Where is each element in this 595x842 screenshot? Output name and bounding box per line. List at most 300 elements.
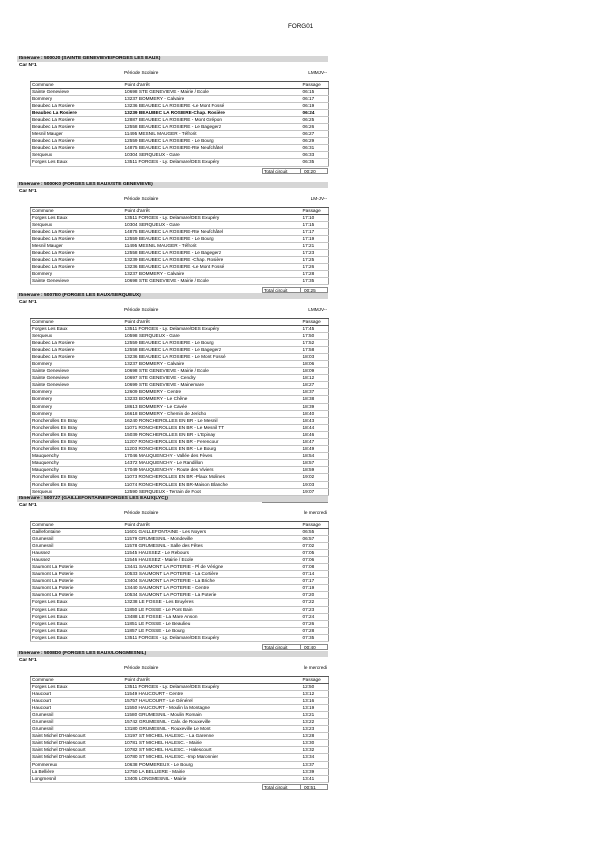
commune-cell: Bommery — [31, 403, 124, 410]
passage-time-cell: 18:59 — [300, 467, 329, 474]
stop-cell: 12559 BEAUBEC LA ROSIERE - Le Bourg — [124, 339, 300, 346]
passage-time-cell: 07:08 — [300, 563, 329, 570]
stop-cell: 10304 SERQUEUX - Gare — [124, 152, 300, 159]
commune-cell: Haussez — [31, 549, 124, 556]
total-circuit-label: Total circuit — [264, 785, 288, 791]
stop-row — [31, 528, 329, 535]
stop-cell: 11545 HAUSSEZ - Le Rebours — [124, 549, 300, 556]
table-body — [31, 528, 329, 642]
stop-cell: 11495 MESNIL MAUGER - Téfrorit — [124, 242, 300, 249]
passage-time-cell: 17:26 — [300, 264, 329, 271]
stop-row — [31, 145, 329, 152]
commune-cell: Saumont La Poterie — [31, 592, 124, 599]
stop-row — [31, 332, 329, 339]
stop-cell: 11071 RONCHEROLLES EN BR - Le Mesnil TT — [124, 424, 300, 431]
stop-cell: 16240 RONCHEROLLES EN BR - Le Mesnil — [124, 417, 300, 424]
stop-cell: 11578 GRUMESNIL - Salle des Fêtes — [124, 542, 300, 549]
stop-cell: 13233 BOMMERY - Le Chêne — [124, 396, 300, 403]
stop-cell: 13197 ST MICHEL HALESC. - La Garenne — [124, 733, 300, 740]
commune-cell: Sainte Genevieve — [31, 88, 124, 95]
itinerary-title: Itinéraire : 5007E0 (FORGES LES EAUX/SERQUEUX) — [17, 293, 328, 299]
commune-cell: Forges Les Eaux — [31, 599, 124, 606]
stop-cell: 10698 STE GENEVIEVE - Mairie / Ecole — [124, 278, 300, 285]
stop-row — [31, 474, 329, 481]
passage-time-cell: 06:24 — [300, 109, 329, 116]
stop-cell: 10638 POMMEREUX - Le Bourg — [124, 761, 300, 768]
stops-table — [30, 207, 329, 285]
stop-row — [31, 535, 329, 542]
commune-cell: Beaubec La Rosiere — [31, 145, 124, 152]
passage-time-cell: 12:50 — [300, 683, 329, 690]
itinerary-section — [17, 56, 328, 174]
passage-time-cell: 07:26 — [300, 620, 329, 627]
passage-time-cell: 17:50 — [300, 332, 329, 339]
itinerary-section — [17, 293, 328, 503]
stop-cell: 10598 SERQUEUX - Gare — [124, 332, 300, 339]
stop-row — [31, 446, 329, 453]
period-label: Période Scolaire — [124, 510, 159, 515]
passage-time-cell: 18:39 — [300, 403, 329, 410]
vehicle-label: Car N°1 — [19, 658, 37, 663]
total-circuit-label: Total circuit — [264, 169, 288, 175]
stop-row — [31, 131, 329, 138]
stop-cell: 12559 BEAUBEC LA ROSIERE - Le Bourg — [124, 138, 300, 145]
commune-cell: Roncherolles En Bray — [31, 481, 124, 488]
stop-cell: 13511 FORGES - Ly. Delamare/DES Exupéry — [124, 325, 300, 332]
stops-table — [30, 521, 329, 642]
stop-cell: 11851 LE FOSSE - Le Beaulieu — [124, 620, 300, 627]
stop-row — [31, 116, 329, 123]
itinerary-title: Itinéraire : 5000J0 (SAINTE GENEVIEVE/FORGES LES EAUX) — [17, 56, 328, 62]
column-header-passage: Passage — [300, 319, 329, 326]
stop-row — [31, 242, 329, 249]
commune-cell: Serqueux — [31, 221, 124, 228]
period-label: Période Scolaire — [124, 665, 159, 670]
stop-cell: 11203 RONCHEROLLES EN BR - Le Bourg — [124, 446, 300, 453]
commune-cell: Pommereux — [31, 761, 124, 768]
stop-cell: 12887 BEAUBEC LA ROSIERE - Mont Grépon — [124, 116, 300, 123]
stop-row — [31, 368, 329, 375]
stops-table — [30, 676, 329, 783]
passage-time-cell: 17:52 — [300, 339, 329, 346]
passage-time-cell: 17:23 — [300, 249, 329, 256]
stop-row — [31, 697, 329, 704]
passage-time-cell: 18:49 — [300, 446, 329, 453]
stop-row — [31, 403, 329, 410]
stop-cell: 11850 LE FOSSE - Le Pont Bain — [124, 606, 300, 613]
passage-time-cell: 17:45 — [300, 325, 329, 332]
stop-cell: 10534 SAUMONT LA POTERIE - La Poterie — [124, 592, 300, 599]
stop-cell: 13237 BOMMERY - Calvaire — [124, 271, 300, 278]
stop-row — [31, 542, 329, 549]
passage-time-cell: 18:46 — [300, 431, 329, 438]
passage-time-cell: 07:06 — [300, 556, 329, 563]
stop-row — [31, 410, 329, 417]
commune-cell: Forges Les Eaux — [31, 634, 124, 641]
column-header-stop: Point d'arrêt — [124, 319, 300, 326]
column-header-commune: Commune — [31, 677, 124, 684]
stop-row — [31, 109, 329, 116]
passage-time-cell: 07:35 — [300, 634, 329, 641]
stop-row — [31, 740, 329, 747]
table-body — [31, 214, 329, 285]
stop-row — [31, 571, 329, 578]
passage-time-cell: 17:28 — [300, 271, 329, 278]
stop-cell: 11495 MESNIL MAUGER - Téfrorit — [124, 131, 300, 138]
passage-time-cell: 07:17 — [300, 578, 329, 585]
stop-row — [31, 718, 329, 725]
stop-cell: 11580 GRUMESNIL - Moulin Romain — [124, 711, 300, 718]
commune-cell: Haucourt — [31, 697, 124, 704]
vehicle-label: Car N°1 — [19, 189, 37, 194]
table-body — [31, 325, 329, 495]
total-circuit-duration: 00:20 — [300, 169, 327, 173]
stop-row — [31, 353, 329, 360]
period-label: Période Scolaire — [124, 307, 159, 312]
commune-cell: Roncherolles En Bray — [31, 439, 124, 446]
stop-cell: 10533 SAUMONT LA POTERIE - La Cortière — [124, 571, 300, 578]
passage-time-cell: 06:31 — [300, 145, 329, 152]
commune-cell: Saumont La Poterie — [31, 578, 124, 585]
commune-cell: Beaubec La Rosiere — [31, 116, 124, 123]
passage-time-cell: 07:24 — [300, 613, 329, 620]
commune-cell: Grumesnil — [31, 535, 124, 542]
commune-cell: Beaubec La Rosiere — [31, 235, 124, 242]
column-header-commune: Commune — [31, 208, 124, 215]
stop-cell: 15039 RONCHEROLLES EN BR - L'Epinay — [124, 431, 300, 438]
stop-cell: 13238 LE FOSSE - Les Bruyères — [124, 599, 300, 606]
stop-cell: 13441 SAUMONT LA POTERIE - Pl de Vérigne — [124, 563, 300, 570]
passage-time-cell: 06:27 — [300, 131, 329, 138]
column-header-commune: Commune — [31, 319, 124, 326]
stop-cell: 11857 LE FOSSE - Le Bourg — [124, 627, 300, 634]
stop-row — [31, 733, 329, 740]
stop-cell: 11579 GRUMESNIL - Mondeville — [124, 535, 300, 542]
commune-cell: Bommery — [31, 389, 124, 396]
stop-cell: 13239 BEAUBEC LA ROSIERE -Chap. Rosière — [124, 257, 300, 264]
commune-cell: Saint Michel D'Halescourt — [31, 747, 124, 754]
stop-cell: 13440 SAUMONT LA POTERIE - Centre — [124, 585, 300, 592]
period-label: Période Scolaire — [124, 70, 159, 75]
passage-time-cell: 13:16 — [300, 697, 329, 704]
commune-cell: Longmesnil — [31, 775, 124, 782]
passage-time-cell: 13:37 — [300, 761, 329, 768]
itinerary-section — [17, 182, 328, 293]
commune-cell: Beaubec La Rosiere — [31, 123, 124, 130]
column-header-passage: Passage — [300, 522, 329, 529]
commune-cell: Beaubec La Rosiere — [31, 346, 124, 353]
stop-row — [31, 396, 329, 403]
stop-row — [31, 271, 329, 278]
itinerary-section — [17, 651, 328, 790]
commune-cell: Forges Les Eaux — [31, 683, 124, 690]
commune-cell: Bommery — [31, 95, 124, 102]
stop-row — [31, 704, 329, 711]
stop-cell: 10697 STE GENEVIEVE - Cendry — [124, 375, 300, 382]
stop-row — [31, 123, 329, 130]
operating-days: le mercredi — [303, 510, 327, 515]
passage-time-cell: 07:22 — [300, 599, 329, 606]
passage-time-cell: 18:40 — [300, 410, 329, 417]
period-row — [17, 307, 328, 313]
table-body — [31, 683, 329, 782]
commune-cell: Gaillefontaine — [31, 528, 124, 535]
total-circuit-label: Total circuit — [264, 644, 288, 650]
passage-time-cell: 06:15 — [300, 88, 329, 95]
commune-cell: Grumesnil — [31, 718, 124, 725]
total-circuit-duration: 00:51 — [300, 785, 327, 789]
commune-cell: Saumont La Poterie — [31, 585, 124, 592]
passage-time-cell: 19:02 — [300, 474, 329, 481]
stop-cell: 13237 BOMMERY - Calvaire — [124, 360, 300, 367]
commune-cell: Beaubec La Rosiere — [31, 353, 124, 360]
itinerary-title: Itinéraire : 5000K0 (FORGES LES EAUX/STE GENEVIEVE) — [17, 182, 328, 188]
stop-row — [31, 228, 329, 235]
passage-time-cell: 18:44 — [300, 424, 329, 431]
stop-row — [31, 325, 329, 332]
stop-row — [31, 467, 329, 474]
stop-row — [31, 431, 329, 438]
stop-cell: 13511 FORGES - Ly. Delamare/DES Exupéry — [124, 683, 300, 690]
stop-row — [31, 221, 329, 228]
passage-time-cell: 06:55 — [300, 528, 329, 535]
stop-row — [31, 549, 329, 556]
passage-time-cell: 17:15 — [300, 221, 329, 228]
commune-cell: Sainte Genevieve — [31, 375, 124, 382]
stop-cell: 12558 BEAUBEC LA ROSIERE - Le Bagegerz — [124, 249, 300, 256]
passage-time-cell: 13:12 — [300, 690, 329, 697]
commune-cell: Roncherolles En Bray — [31, 474, 124, 481]
stop-cell: 13488 LE FOSSE - La Mare Anson — [124, 613, 300, 620]
passage-time-cell: 19:07 — [300, 488, 329, 495]
stop-cell: 13237 BOMMERY - Calvaire — [124, 95, 300, 102]
stop-cell: 13404 SAUMONT LA POTERIE - La Briche — [124, 578, 300, 585]
stop-row — [31, 375, 329, 382]
passage-time-cell: 13:21 — [300, 711, 329, 718]
passage-time-cell: 17:58 — [300, 346, 329, 353]
stop-cell: 11073 RONCHEROLLES EN BR -Plaux Molines — [124, 474, 300, 481]
stop-row — [31, 278, 329, 285]
commune-cell: Bommery — [31, 360, 124, 367]
operating-days: LM-JV-- — [310, 196, 327, 201]
stop-row — [31, 599, 329, 606]
stop-row — [31, 95, 329, 102]
stop-row — [31, 249, 329, 256]
stop-cell: 15742 GRUMESNIL - Calv. de Rouxeville — [124, 718, 300, 725]
stop-cell: 13236 BEAUBEC LA ROSIERE -Le Mont Fossé — [124, 264, 300, 271]
passage-time-cell: 06:57 — [300, 535, 329, 542]
stop-row — [31, 339, 329, 346]
commune-cell: Beaubec La Rosiere — [31, 257, 124, 264]
commune-cell: Grumesnil — [31, 711, 124, 718]
commune-cell: Saint Michel D'Halescourt — [31, 733, 124, 740]
commune-cell: Mauquenchy — [31, 460, 124, 467]
passage-time-cell: 18:47 — [300, 439, 329, 446]
commune-cell: Beaubec La Rosiere — [31, 264, 124, 271]
stop-cell: 13511 FORGES - Ly. Delamare/DES Exupéry — [124, 214, 300, 221]
passage-time-cell: 07:20 — [300, 592, 329, 599]
stop-cell: 10698 STE GENEVIEVE - Mairie / Ecole — [124, 88, 300, 95]
passage-time-cell: 06:35 — [300, 159, 329, 166]
commune-cell: Sainte Genevieve — [31, 368, 124, 375]
stop-row — [31, 424, 329, 431]
total-circuit-duration: 00:40 — [300, 645, 327, 649]
stops-table — [30, 318, 329, 496]
passage-time-cell: 07:19 — [300, 585, 329, 592]
commune-cell: Serqueux — [31, 152, 124, 159]
commune-cell: Haucourt — [31, 690, 124, 697]
commune-cell: Mauquenchy — [31, 467, 124, 474]
document-code: FORG01 — [288, 23, 314, 30]
commune-cell: Forges Les Eaux — [31, 620, 124, 627]
passage-time-cell: 06:25 — [300, 116, 329, 123]
column-header-passage: Passage — [300, 208, 329, 215]
passage-time-cell: 18:37 — [300, 389, 329, 396]
passage-time-cell: 06:26 — [300, 123, 329, 130]
passage-time-cell: 18:09 — [300, 368, 329, 375]
stop-cell: 11550 HAUCOURT - Moulin la Montagne — [124, 704, 300, 711]
stop-cell: 13405 LONGMESNIL - Mairie — [124, 775, 300, 782]
passage-time-cell: 13:41 — [300, 775, 329, 782]
commune-cell: Beaubec La Rosiere — [31, 102, 124, 109]
commune-cell: Forges Les Eaux — [31, 627, 124, 634]
passage-time-cell: 18:43 — [300, 417, 329, 424]
itinerary-section — [17, 496, 328, 650]
commune-cell: Beaubec La Rosiere — [31, 228, 124, 235]
commune-cell: Bommery — [31, 410, 124, 417]
passage-time-cell: 18:27 — [300, 382, 329, 389]
passage-time-cell: 17:35 — [300, 278, 329, 285]
stop-row — [31, 102, 329, 109]
stop-cell: 13239 BEAUBEC LA ROSIERE-Chap. Rosière — [124, 109, 300, 116]
commune-cell: Mesnil Mauger — [31, 131, 124, 138]
commune-cell: Saumont La Poterie — [31, 563, 124, 570]
column-header-stop: Point d'arrêt — [124, 522, 300, 529]
passage-time-cell: 06:33 — [300, 152, 329, 159]
commune-cell: Haucourt — [31, 704, 124, 711]
stop-cell: 17046 MAUQUENCHY - Vallée des Fèves — [124, 453, 300, 460]
stop-row — [31, 235, 329, 242]
stop-cell: 10699 STE GENEVIEVE - Mainemare — [124, 382, 300, 389]
stop-row — [31, 768, 329, 775]
total-circuit-label: Total circuit — [264, 287, 288, 293]
stop-cell: 13511 FORGES - Ly. Delamare/DES Exupéry — [124, 159, 300, 166]
passage-time-cell: 06:17 — [300, 95, 329, 102]
commune-cell: Forges Les Eaux — [31, 159, 124, 166]
stops-table — [30, 81, 329, 167]
passage-time-cell: 13:23 — [300, 726, 329, 733]
stop-cell: 13236 BEAUBEC LA ROSIERE - Le Mont Fossé — [124, 353, 300, 360]
stop-row — [31, 606, 329, 613]
stop-cell: 12558 BEAUBEC LA ROSIERE - Le Bagegerz — [124, 346, 300, 353]
stop-row — [31, 747, 329, 754]
passage-time-cell: 06:19 — [300, 102, 329, 109]
passage-time-cell: 13:19 — [300, 704, 329, 711]
table-body — [31, 88, 329, 166]
stop-cell: 13236 BEAUBEC LA ROSIERE -Le Mont Fossé — [124, 102, 300, 109]
stop-row — [31, 138, 329, 145]
passage-time-cell: 18:54 — [300, 453, 329, 460]
stop-row — [31, 159, 329, 166]
total-circuit-duration: 00:25 — [300, 288, 327, 292]
passage-time-cell: 07:28 — [300, 627, 329, 634]
stop-row — [31, 460, 329, 467]
commune-cell: La Bellière — [31, 768, 124, 775]
stop-cell: 11546 HAUSSEZ - Mairie / Ecole — [124, 556, 300, 563]
commune-cell: Haussez — [31, 556, 124, 563]
stop-cell: 13180 GRUMESNIL - Rouxeville Le Mont — [124, 726, 300, 733]
stop-row — [31, 417, 329, 424]
passage-time-cell: 17:17 — [300, 228, 329, 235]
commune-cell: Bommery — [31, 396, 124, 403]
stop-row — [31, 585, 329, 592]
stop-cell: 10782 ST MICHEL HALESC. - Halescourt — [124, 747, 300, 754]
stop-row — [31, 754, 329, 761]
stop-row — [31, 439, 329, 446]
passage-time-cell: 07:14 — [300, 571, 329, 578]
stop-cell: 10780 ST MICHEL HALESC. -Imp Maronnier — [124, 754, 300, 761]
stop-cell: 15757 HAUCOURT - Le Générel — [124, 697, 300, 704]
commune-cell: Forges Les Eaux — [31, 613, 124, 620]
stop-row — [31, 360, 329, 367]
stop-row — [31, 453, 329, 460]
stop-row — [31, 620, 329, 627]
commune-cell: Sainte Genevieve — [31, 278, 124, 285]
commune-cell: Forges Les Eaux — [31, 325, 124, 332]
passage-time-cell: 13:39 — [300, 768, 329, 775]
stop-row — [31, 346, 329, 353]
period-row — [17, 665, 328, 671]
commune-cell: Saumont La Poterie — [31, 571, 124, 578]
stop-row — [31, 711, 329, 718]
stop-cell: 16618 BOMMERY - Chemin de Jericho — [124, 410, 300, 417]
itinerary-title: Itinéraire : 5007J7 (GAILLEFONTAINE/FORGES LES EAUX(LYC)) — [17, 496, 328, 502]
stop-row — [31, 690, 329, 697]
passage-time-cell: 07:05 — [300, 549, 329, 556]
stop-row — [31, 578, 329, 585]
commune-cell: Forges Les Eaux — [31, 214, 124, 221]
commune-cell: Roncherolles En Bray — [31, 446, 124, 453]
stop-row — [31, 264, 329, 271]
stop-row — [31, 556, 329, 563]
stop-cell: 11601 GAILLEFONTAINE - Les Noyers — [124, 528, 300, 535]
stop-row — [31, 761, 329, 768]
passage-time-cell: 13:22 — [300, 718, 329, 725]
stop-row — [31, 634, 329, 641]
passage-time-cell: 17:21 — [300, 242, 329, 249]
stop-cell: 13511 FORGES - Ly. Delamare/DES Exupéry — [124, 634, 300, 641]
commune-cell: Bommery — [31, 271, 124, 278]
commune-cell: Beaubec La Rosiere — [31, 138, 124, 145]
passage-time-cell: 07:02 — [300, 542, 329, 549]
commune-cell: Forges Les Eaux — [31, 606, 124, 613]
column-header-commune: Commune — [31, 82, 124, 89]
passage-time-cell: 17:10 — [300, 214, 329, 221]
commune-cell: Roncherolles En Bray — [31, 431, 124, 438]
stop-cell: 14875 BEAUBEC LA ROSIERE-Rte Neufchâtel — [124, 228, 300, 235]
stop-row — [31, 726, 329, 733]
stop-row — [31, 683, 329, 690]
stop-row — [31, 88, 329, 95]
total-circuit — [262, 644, 328, 650]
commune-cell: Mesnil Mauger — [31, 242, 124, 249]
commune-cell: Mauquenchy — [31, 453, 124, 460]
period-label: Période Scolaire — [124, 196, 159, 201]
stop-row — [31, 389, 329, 396]
passage-time-cell: 06:29 — [300, 138, 329, 145]
passage-time-cell: 19:03 — [300, 481, 329, 488]
stop-cell: 12609 BOMMERY - Centre — [124, 389, 300, 396]
